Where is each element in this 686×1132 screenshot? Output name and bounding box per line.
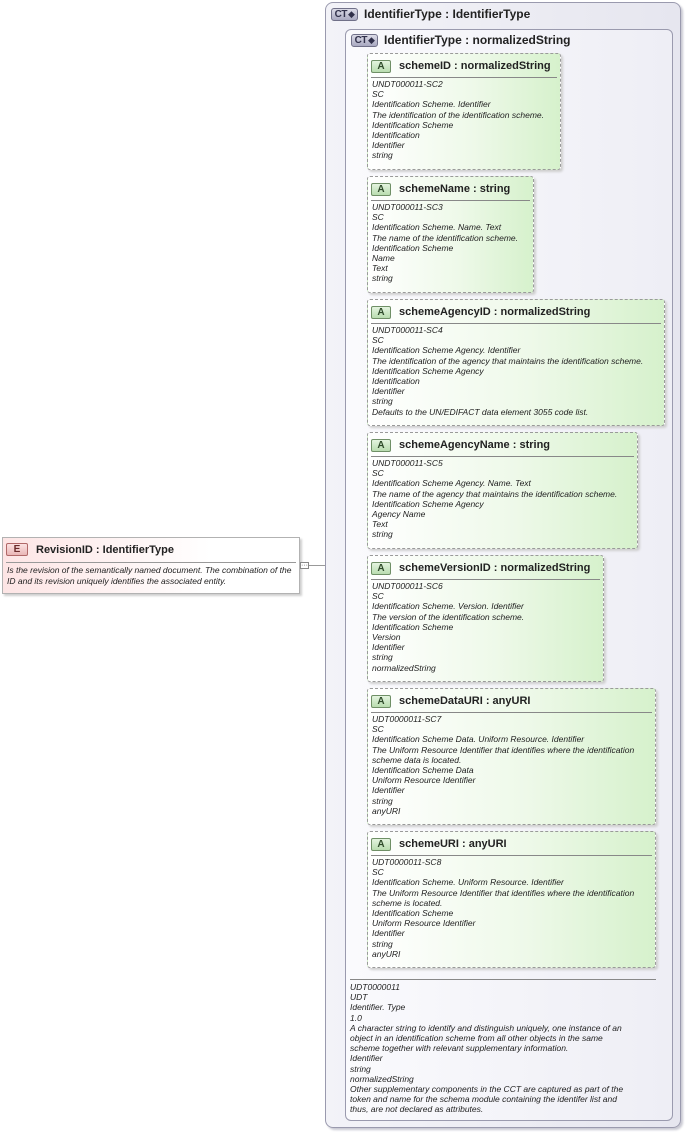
attribute-documentation <box>372 79 558 161</box>
attribute-separator <box>371 712 652 713</box>
inner-complex-type-title: IdentifierType : normalizedString <box>384 33 571 47</box>
doc-line: UNDT000011-SC5 <box>372 458 443 468</box>
inner-ct-name: IdentifierType <box>384 33 462 47</box>
doc-line: SC <box>372 867 384 878</box>
doc-line: Name <box>372 253 395 264</box>
attribute-title: schemeAgencyName : string <box>399 439 551 451</box>
attribute-documentation <box>372 581 601 673</box>
attribute-title: schemeName : string <box>399 183 511 195</box>
doc-line: Identification Scheme. Identifier <box>372 99 491 110</box>
doc-line: Identification Scheme. Uniform Resource. Identifier <box>372 877 564 888</box>
attribute-badge-icon: A <box>371 838 391 851</box>
doc-line: Agency Name <box>372 509 426 520</box>
doc-line: Uniform Resource Identifier <box>372 918 476 929</box>
doc-line: string <box>372 529 393 540</box>
attribute-name: schemeAgencyName <box>399 439 510 451</box>
doc-line: string <box>372 150 393 161</box>
attribute-separator <box>371 855 652 856</box>
attribute-header <box>371 560 600 576</box>
element-header <box>6 543 174 556</box>
attribute-schemeagencyid[interactable] <box>367 299 665 426</box>
attribute-badge-icon: A <box>371 60 391 73</box>
doc-line: SC <box>372 335 384 346</box>
doc-line: Identification Scheme Agency. Name. Text <box>372 478 531 489</box>
attribute-badge-icon: A <box>371 183 391 196</box>
doc-line: scheme together with relevant supplementary information. <box>350 1043 569 1054</box>
doc-line: Text <box>372 519 388 530</box>
doc-line: Identifier. Type <box>350 1002 406 1013</box>
doc-line: Identification <box>372 130 420 141</box>
attribute-type: normalizedString <box>460 60 551 72</box>
attribute-schemename[interactable] <box>367 176 534 293</box>
doc-line: 1.0 <box>350 1012 362 1023</box>
attribute-header <box>371 58 557 74</box>
doc-line: Identification Scheme Agency <box>372 365 484 376</box>
attribute-separator <box>371 200 530 201</box>
doc-line: UNDT000011-SC2 <box>372 79 443 89</box>
doc-line: Identification <box>372 376 420 387</box>
attribute-header <box>371 304 661 320</box>
attribute-badge-icon: A <box>371 439 391 452</box>
doc-line: UNDT000011-SC3 <box>372 202 443 212</box>
doc-line: Identifier <box>372 140 405 151</box>
attribute-name: schemeName <box>399 183 470 195</box>
attribute-name: schemeURI <box>399 838 459 850</box>
attribute-schemeagencyname[interactable] <box>367 432 638 549</box>
attribute-header <box>371 836 652 852</box>
element-revisionid[interactable] <box>2 537 300 594</box>
doc-line: Identification Scheme <box>372 242 454 253</box>
attribute-badge-icon: A <box>371 695 391 708</box>
doc-line: Identification Scheme Agency. Identifier <box>372 345 521 356</box>
doc-line: Identification Scheme <box>372 908 454 919</box>
doc-line: Defaults to the UN/EDIFACT data element 3055 code list. <box>372 406 589 417</box>
doc-line: SC <box>372 89 384 100</box>
element-badge-icon: E <box>6 543 28 556</box>
doc-line: scheme is located. <box>372 897 443 908</box>
doc-line: UNDT000011-SC4 <box>372 325 443 335</box>
attribute-schemeid[interactable] <box>367 53 561 170</box>
doc-line: anyURI <box>372 805 401 816</box>
complex-type-documentation <box>350 979 656 1115</box>
doc-line: Identification Scheme Data. Uniform Resource. Identifier <box>372 734 585 745</box>
attribute-separator <box>371 579 600 580</box>
doc-line: normalizedString <box>350 1073 414 1084</box>
attribute-type: string <box>479 183 511 195</box>
doc-line: thus, are not declared as attributes. <box>350 1104 484 1115</box>
doc-line: SC <box>372 591 384 602</box>
attribute-documentation <box>372 857 653 959</box>
element-title: RevisionID : IdentifierType <box>36 543 174 556</box>
attribute-header <box>371 693 652 709</box>
doc-line: SC <box>372 468 384 479</box>
attribute-separator <box>371 456 634 457</box>
doc-line: Identifier <box>372 785 405 796</box>
attribute-documentation <box>372 325 662 417</box>
doc-line: SC <box>372 724 384 735</box>
attribute-documentation <box>372 202 531 284</box>
doc-line: scheme data is located. <box>372 754 462 765</box>
doc-line: UNDT000011-SC6 <box>372 581 443 591</box>
attribute-name: schemeAgencyID <box>399 306 491 318</box>
doc-line: Other supplementary components in the CCT are captured as part of the <box>350 1084 624 1095</box>
attribute-title: schemeAgencyID : normalizedString <box>399 306 591 318</box>
doc-line: Identification Scheme <box>372 119 454 130</box>
attribute-separator <box>371 323 661 324</box>
doc-line: UDT0000011-SC7 <box>372 714 442 724</box>
element-type: IdentifierType <box>102 543 174 556</box>
attribute-schemeversionid[interactable] <box>367 555 604 682</box>
doc-line: The version of the identification scheme. <box>372 611 525 622</box>
doc-line: Version <box>372 632 401 643</box>
attribute-title: schemeVersionID : normalizedString <box>399 562 591 574</box>
element-name: RevisionID <box>36 543 93 556</box>
doc-line: string <box>372 795 393 806</box>
attribute-badge-icon: A <box>371 306 391 319</box>
doc-line: Identifier <box>372 642 405 653</box>
doc-line: The identification of the identification scheme. <box>372 109 544 120</box>
attribute-type: anyURI <box>468 838 507 850</box>
element-documentation: Is the revision of the semantically named document. The combination of the ID and its revision uniquely identifies the associated entity. <box>7 565 292 586</box>
doc-line: Text <box>372 263 388 274</box>
doc-line: string <box>350 1063 371 1074</box>
doc-line: anyURI <box>372 948 401 959</box>
doc-line: Identifier <box>372 928 405 939</box>
attribute-name: schemeID <box>399 60 451 72</box>
attribute-documentation <box>372 458 635 540</box>
attribute-badge-icon: A <box>371 562 391 575</box>
attribute-type: string <box>519 439 551 451</box>
doc-line: string <box>372 396 393 407</box>
sequence-connector-icon[interactable]: ··· <box>301 562 308 569</box>
inner-ct-type: normalizedString <box>472 33 571 47</box>
attribute-header <box>371 437 634 453</box>
outer-complex-type-title: IdentifierType : IdentifierType <box>364 7 531 21</box>
doc-line: string <box>372 652 393 663</box>
doc-line: UDT <box>350 992 368 1003</box>
attribute-documentation <box>372 714 653 816</box>
attribute-separator <box>371 77 557 78</box>
doc-line: Identifier <box>372 386 405 397</box>
doc-line: A character string to identify and distinguish uniquely, one instance of an <box>350 1022 622 1033</box>
doc-line: Identifier <box>350 1053 383 1064</box>
doc-line: SC <box>372 212 384 223</box>
doc-line: UDT0000011 <box>350 982 400 992</box>
doc-line: The name of the agency that maintains the identification scheme. <box>372 488 618 499</box>
attribute-name: schemeDataURI <box>399 695 483 707</box>
attribute-title: schemeDataURI : anyURI <box>399 695 531 707</box>
doc-line: The Uniform Resource Identifier that identifies where the identification <box>372 744 635 755</box>
doc-line: Identification Scheme Agency <box>372 498 484 509</box>
doc-line: object in an identification scheme from all other objects in the same <box>350 1033 603 1044</box>
doc-line: Identification Scheme. Name. Text <box>372 222 502 233</box>
attribute-type: anyURI <box>492 695 531 707</box>
element-separator <box>6 562 296 563</box>
doc-line: Identification Scheme Data <box>372 765 474 776</box>
doc-line: Identification Scheme <box>372 621 454 632</box>
attribute-schemedatauri[interactable] <box>367 688 656 825</box>
attribute-type: normalizedString <box>500 562 591 574</box>
outer-ct-type: IdentifierType <box>452 7 531 21</box>
attribute-schemeuri[interactable] <box>367 831 656 968</box>
attribute-name: schemeVersionID <box>399 562 491 574</box>
doc-line: string <box>372 938 393 949</box>
doc-line: The name of the identification scheme. <box>372 232 518 243</box>
complex-type-badge-icon: CT ◆ <box>331 8 358 21</box>
attribute-title: schemeID : normalizedString <box>399 60 551 72</box>
complex-type-badge-icon: CT ◆ <box>351 34 378 47</box>
doc-line: The identification of the agency that maintains the identification scheme. <box>372 355 644 366</box>
doc-line: Uniform Resource Identifier <box>372 775 476 786</box>
doc-line: The Uniform Resource Identifier that identifies where the identification <box>372 887 635 898</box>
attribute-title: schemeURI : anyURI <box>399 838 507 850</box>
attribute-type: normalizedString <box>500 306 591 318</box>
doc-line: UDT0000011-SC8 <box>372 857 442 867</box>
outer-ct-name: IdentifierType <box>364 7 442 21</box>
doc-line: token and name for the schema module containing the identifer list and <box>350 1094 617 1105</box>
doc-line: string <box>372 273 393 284</box>
doc-line: normalizedString <box>372 662 436 673</box>
attribute-header <box>371 181 530 197</box>
doc-line: Identification Scheme. Version. Identifier <box>372 601 524 612</box>
